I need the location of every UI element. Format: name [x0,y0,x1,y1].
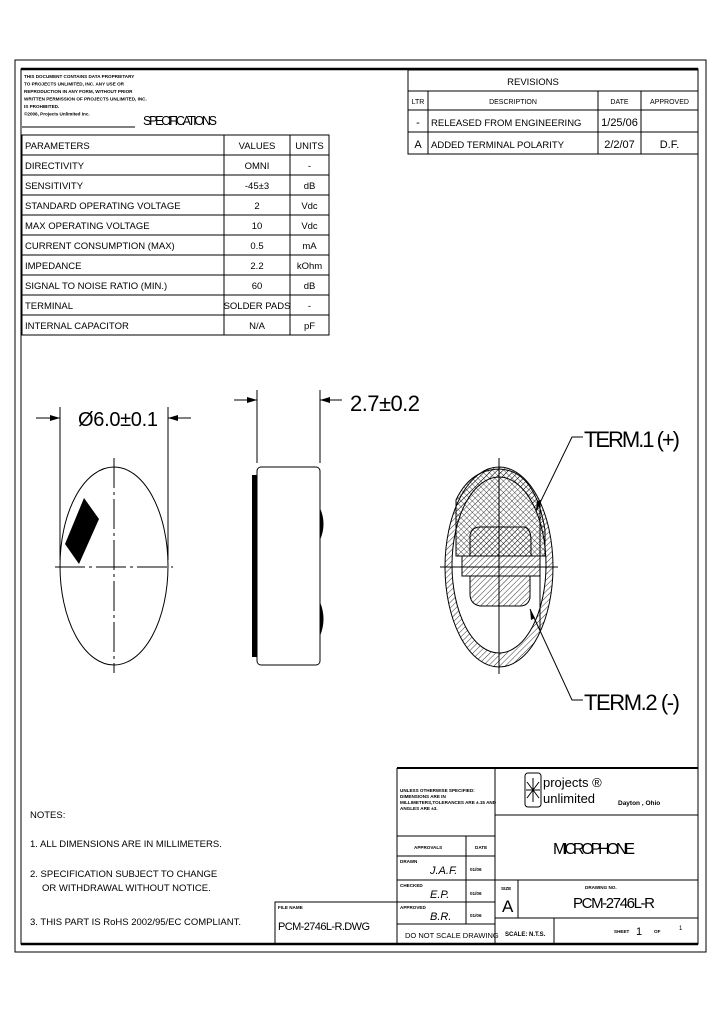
svg-text:01/06: 01/06 [470,913,482,918]
svg-text:SIZE: SIZE [501,886,512,891]
tolerance-note: MILLIMETERS,TOLERANCES ARE ±.15 AND [400,800,497,805]
spec-cell: INTERNAL CAPACITOR [25,321,129,332]
title-block [397,768,698,944]
revision-header: LTR [411,99,425,106]
svg-text:unlimited: unlimited [543,791,596,806]
notes [30,810,241,928]
svg-text:DRAWING NO.: DRAWING NO. [585,885,617,890]
spec-cell: kOhm [296,261,323,272]
revision-cell: - [416,117,420,129]
spec-cell: 10 [251,221,263,232]
svg-text:CHECKED: CHECKED [400,883,423,888]
svg-text:NOTES:: NOTES: [30,810,66,821]
diameter-dimension: Ø6.0±0.1 [78,409,158,431]
svg-text:B.R.: B.R. [430,911,452,923]
front-view [36,407,191,673]
svg-text:DATE: DATE [475,845,488,850]
spec-cell: Vdc [301,221,318,232]
tolerance-note: DIMENSIONS ARE IN [400,794,446,799]
revision-row [414,139,679,151]
svg-text:DRAWN: DRAWN [400,859,418,864]
spec-row [25,161,311,172]
notice-line: ©2006, Projects Unlimited Inc. [24,111,90,117]
notice-line: IS PROHIBITED. [24,104,60,109]
spec-cell: SENSITIVITY [25,181,84,192]
spec-cell: N/A [249,321,265,332]
spec-row [25,181,315,192]
notice-line: REPRODUCTION IN ANY FORM, WITHOUT PRIOR [24,89,133,94]
spec-cell: OMNI [244,161,270,172]
spec-cell: -45±3 [244,181,270,192]
spec-cell: SOLDER PADS [223,301,291,312]
tolerance-note: UNLESS OTHERWISE SPECIFIED: [400,788,475,793]
spec-cell: - [307,161,312,172]
approval-row [400,905,482,923]
revision-header: DESCRIPTION [489,99,537,106]
notice-line: THIS DOCUMENT CONTAINS DATA PROPRIETARY [24,74,135,79]
note-2: 2. SPECIFICATION SUBJECT TO CHANGE [30,869,218,880]
spec-cell: 0.5 [250,241,264,252]
revision-cell: ADDED TERMINAL POLARITY [431,140,565,151]
svg-text:01/06: 01/06 [470,891,482,896]
proprietary-notice [24,74,147,117]
spec-cell: DIRECTIVITY [25,161,85,172]
spec-cell: - [307,301,312,312]
do-not-scale: DO NOT SCALE DRAWING [405,931,499,940]
revisions-title: REVISIONS [507,77,559,88]
size-value: A [502,897,514,916]
spec-row [25,321,315,332]
location: Dayton , Ohio [618,800,661,807]
svg-text:SHEET: SHEET [614,929,630,934]
spec-cell: Vdc [301,201,318,212]
svg-text:OF: OF [654,929,661,934]
spec-row [25,201,318,212]
spec-row [25,241,317,252]
file-name-label: FILE NAME [278,905,303,910]
outer-frame [15,60,706,952]
spec-header: PARAMETERS [25,141,90,152]
spec-cell: IMPEDANCE [25,261,82,272]
specifications-table [22,135,329,335]
spec-cell: CURRENT CONSUMPTION (MAX) [25,241,175,252]
thickness-dimension: 2.7±0.2 [350,391,420,416]
rear-view [440,427,680,715]
spec-cell: dB [303,181,316,192]
approval-row [400,859,482,877]
spec-row [25,301,311,312]
sheet-number: 1 [636,926,643,938]
svg-text:APPROVED: APPROVED [400,905,426,910]
term1-label: TERM.1 (+) [584,427,680,452]
svg-text:J.A.F.: J.A.F. [430,865,458,877]
spec-cell: pF [303,321,316,332]
notice-line: WRITTEN PERMISSION OF PROJECTS UNLIMITED, INC. [24,96,147,102]
spec-cell: MAX OPERATING VOLTAGE [25,221,150,232]
spec-cell: TERMINAL [25,301,74,312]
revision-cell: RELEASED FROM ENGINEERING [431,118,582,129]
spec-cell: mA [302,241,317,252]
spec-row [25,221,318,232]
svg-text:01/06: 01/06 [470,867,482,872]
revision-header: DATE [610,99,629,106]
revision-cell: D.F. [659,139,680,151]
revision-header: APPROVED [650,99,689,106]
side-view [234,390,420,665]
spec-header: VALUES [238,141,276,152]
revision-cell: 2/2/07 [604,139,635,151]
spec-row [25,281,315,292]
approval-row [400,883,482,901]
term2-label: TERM.2 (-) [584,690,680,715]
note-1: 1. ALL DIMENSIONS ARE IN MILLIMETERS. [30,839,222,850]
spec-header: UNITS [295,141,324,152]
company-logo [525,773,602,807]
svg-text:1: 1 [679,926,683,932]
svg-text:E.P.: E.P. [430,889,450,901]
part-title: MICROPHONE [553,841,635,858]
svg-text:projects ®: projects ® [543,775,602,790]
svg-text:APPROVALS: APPROVALS [414,845,443,850]
spec-cell: dB [303,281,316,292]
notice-line: TO PROJECTS UNLIMITED, INC. ANY USE OR [24,81,124,87]
revision-cell: A [414,139,422,151]
spec-row [25,261,322,272]
spec-cell: 2.2 [250,261,264,272]
file-name: PCM-2746L-R.DWG [278,921,370,933]
spec-cell: SIGNAL TO NOISE RATIO (MIN.) [25,281,168,292]
spec-cell: 2 [254,201,260,212]
revision-cell: 1/25/06 [601,117,638,129]
spec-cell: 60 [251,281,263,292]
revisions-table [408,70,698,154]
svg-text:SCALE: N.T.S.: SCALE: N.T.S. [505,932,546,938]
specifications-title: SPECIFICATIONS [143,114,217,128]
note-2-cont: OR WITHDRAWAL WITHOUT NOTICE. [42,883,211,894]
drawing-number: PCM-2746L-R [573,895,655,912]
revision-row [416,117,638,129]
tolerance-note: ANGLES ARE ±3. [400,806,438,811]
note-3: 3. THIS PART IS RoHS 2002/95/EC COMPLIANT. [30,917,242,928]
spec-cell: STANDARD OPERATING VOLTAGE [25,201,181,212]
